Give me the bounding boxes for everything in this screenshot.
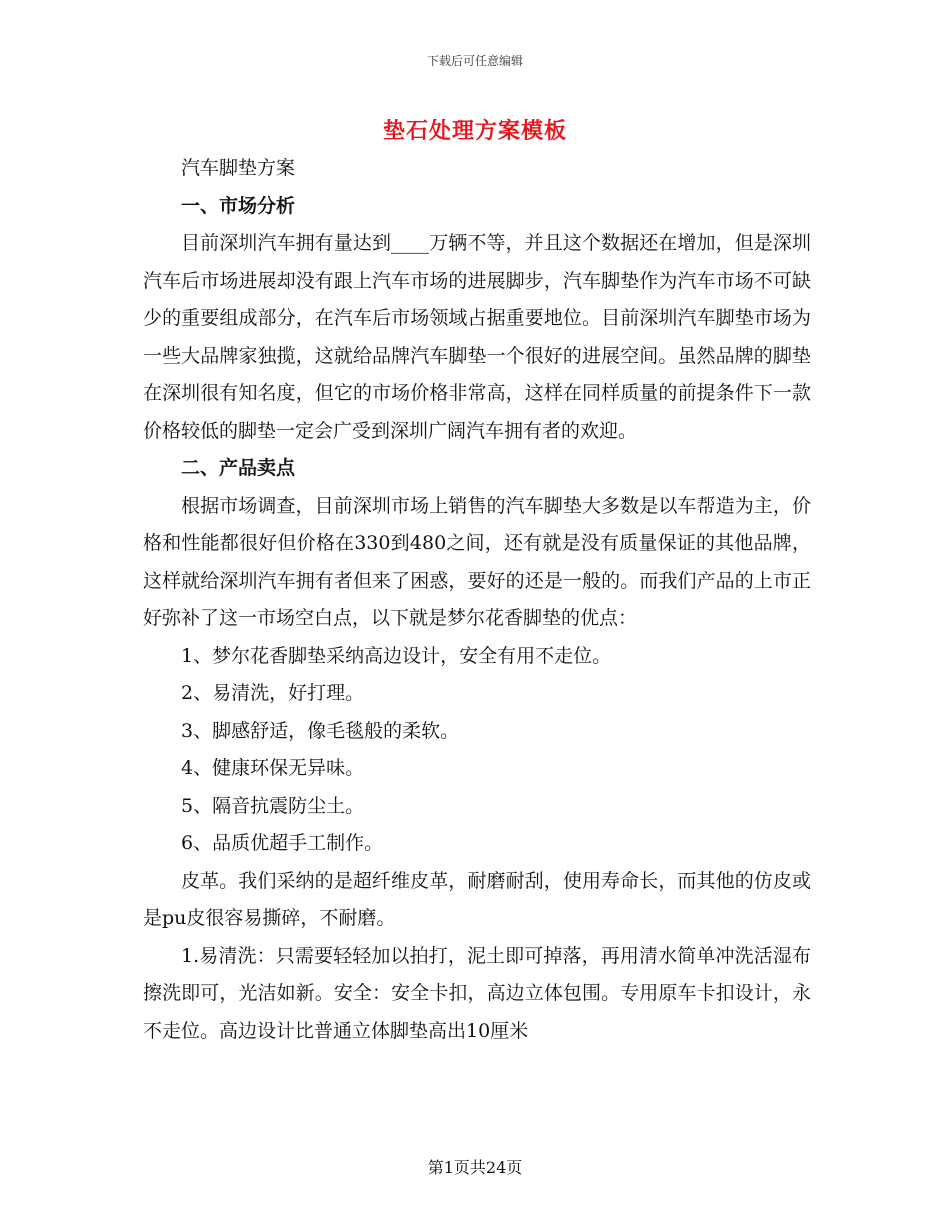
document-body — [143, 150, 811, 1050]
subtitle: 汽车脚垫方案 — [181, 157, 296, 179]
paragraph-market-analysis: 目前深圳汽车拥有量达到____万辆不等，并且这个数据还在增加，但是深圳汽车后市场进展却没有跟上汽车市场的进展脚步，汽车脚垫作为汽车市场不可缺少的重要组成部分，在汽车后市场领域占据重要地位。目前深圳汽车脚垫市场为一些大品牌家独揽，这就给品牌汽车脚垫一个很好的进展空间。虽然品牌的脚垫在深圳很有知名度，但它的市场价格非常高，这样在同样质量的前提条件下一款价格较低的脚垫一定会广受到深圳广阔汽车拥有者的欢迎。 — [143, 232, 811, 442]
list-item: 3、脚感舒适，像毛毯般的柔软。 — [181, 719, 460, 742]
list-item: 2、易清洗，好打理。 — [181, 682, 365, 704]
paragraph-cleaning-safety: 1.易清洗：只需要轻轻加以拍打，泥土即可掉落，再用清水简单冲洗活湿布擦洗即可，光洁如新。安全：安全卡扣，高边立体包围。专用原车卡扣设计，永不走位。高边设计比普通立体脚垫高出10厘米 — [143, 944, 811, 1042]
page-footer: 第1页共24页 — [427, 1158, 523, 1177]
paragraph-market-survey: 根据市场调查，目前深圳市场上销售的汽车脚垫大多数是以车帮造为主，价格和性能都很好但价格在330到480之间，还有就是没有质量保证的其他品牌，这样就给深圳汽车拥有者但来了困惑，要好的还是一般的。而我们产品的上市正好弥补了这一市场空白点，以下就是梦尔花香脚垫的优点： — [143, 494, 811, 629]
list-item: 6、品质优超手工制作。 — [181, 832, 384, 854]
document-title: 垫石处理方案模板 — [382, 118, 567, 144]
list-item: 1、梦尔花香脚垫采纳高边设计，安全有用不走位。 — [181, 644, 612, 667]
section-heading-market: 一、市场分析 — [181, 194, 296, 217]
header-note: 下载后可任意编辑 — [426, 54, 523, 68]
list-item: 5、隔音抗震防尘土。 — [181, 794, 365, 817]
paragraph-leather: 皮革。我们采纳的是超纤维皮革，耐磨耐刮，使用寿命长，而其他的仿皮或是pu皮很容易撕碎，不耐磨。 — [143, 869, 811, 929]
list-item: 4、健康环保无异味。 — [181, 757, 365, 779]
section-heading-selling-points: 二、产品卖点 — [181, 457, 296, 479]
